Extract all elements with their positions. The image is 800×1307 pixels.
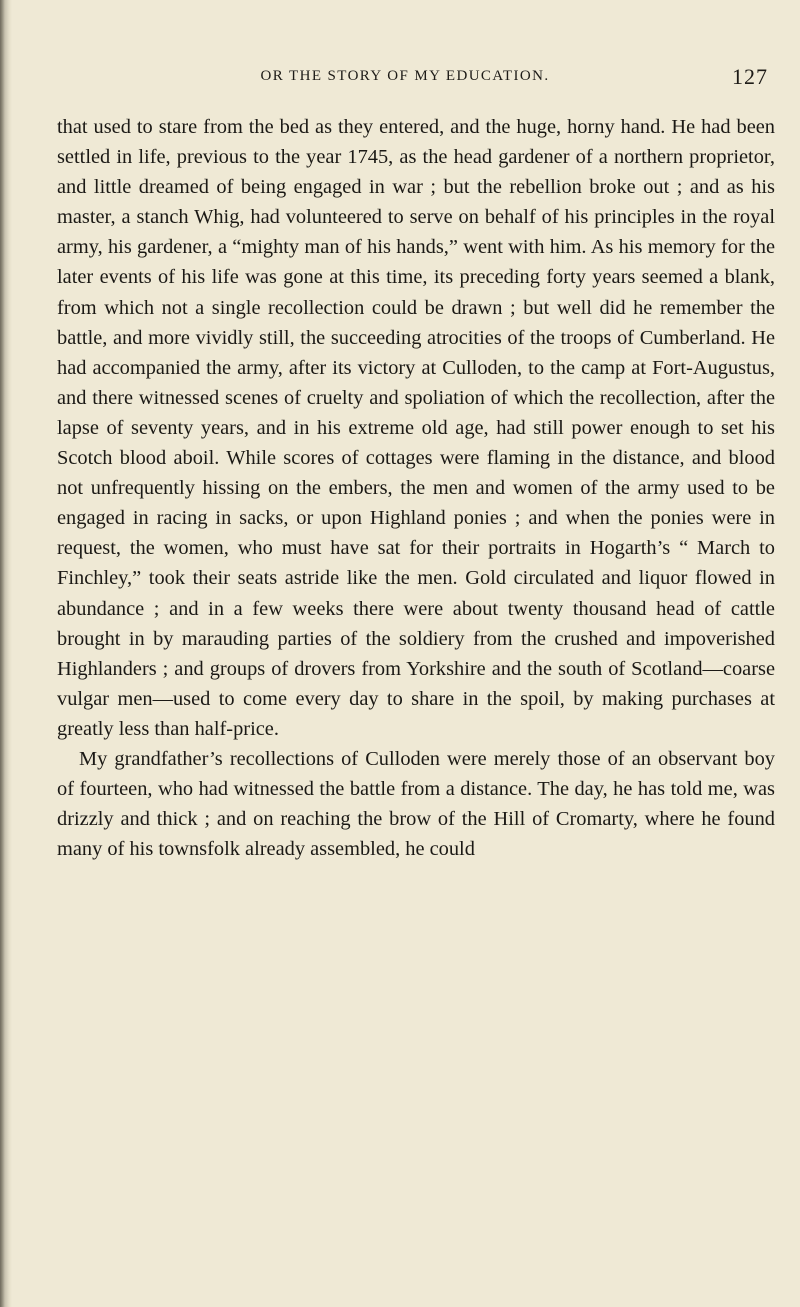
page-gutter-shadow: [0, 0, 12, 1307]
body-text: [57, 112, 775, 864]
paragraph-grandfather: My grandfather’s recollections of Culloden were merely those of an observant boy of fourteen, who had witnessed the battle from a distance. The day, he has told me, was drizzly and thick ; and on reaching the brow of the Hill of Cromarty, where he found many of his townsfolk already assembled, he could: [57, 747, 775, 861]
page-number: 127: [732, 64, 768, 89]
running-head: OR THE STORY OF MY EDUCATION.: [260, 68, 550, 84]
page-header: [40, 64, 770, 94]
paragraph-continued: that used to stare from the bed as they entered, and the huge, horny hand. He had been settled in life, previous to the year 1745, as the head gardener of a northern proprietor, and little dreamed of being engaged in war ; but the rebellion broke out ; and as his master, a stanch Whig, had volunteered to serve on behalf of his principles in the royal army, his gardener, a “mighty man of his hands,” went with him. As his memory for the later events of his life was gone at this time, its preceding forty years seemed a blank, from which not a single recollection could be drawn ; but well did he remember the battle, and more vividly still, the succeeding atrocities of the troops of Cumberland. He had accompanied the army, after its victory at Culloden, to the camp at Fort-Augustus, and there witnessed scenes of cruelty and spoliation of which the recollection, after the lapse of seventy years, and in his extreme old age, had still power enough to set his Scotch blood aboil. While scores of cottages were flaming in the distance, and blood not unfrequently hissing on the embers, the men and women of the army used to be engaged in racing in sacks, or upon Highland ponies ; and when the ponies were in request, the women, who must have sat for their portraits in Hogarth’s “ March to Finchley,” took their seats astride like the men. Gold circulated and liquor flowed in abundance ; and in a few weeks there were about twenty thousand head of cattle brought in by marauding parties of the soldiery from the crushed and impoverished Highlanders ; and groups of drovers from Yorkshire and the south of Scotland—coarse vulgar men—used to come every day to share in the spoil, by making purchases at greatly less than half-price.: [57, 116, 775, 740]
